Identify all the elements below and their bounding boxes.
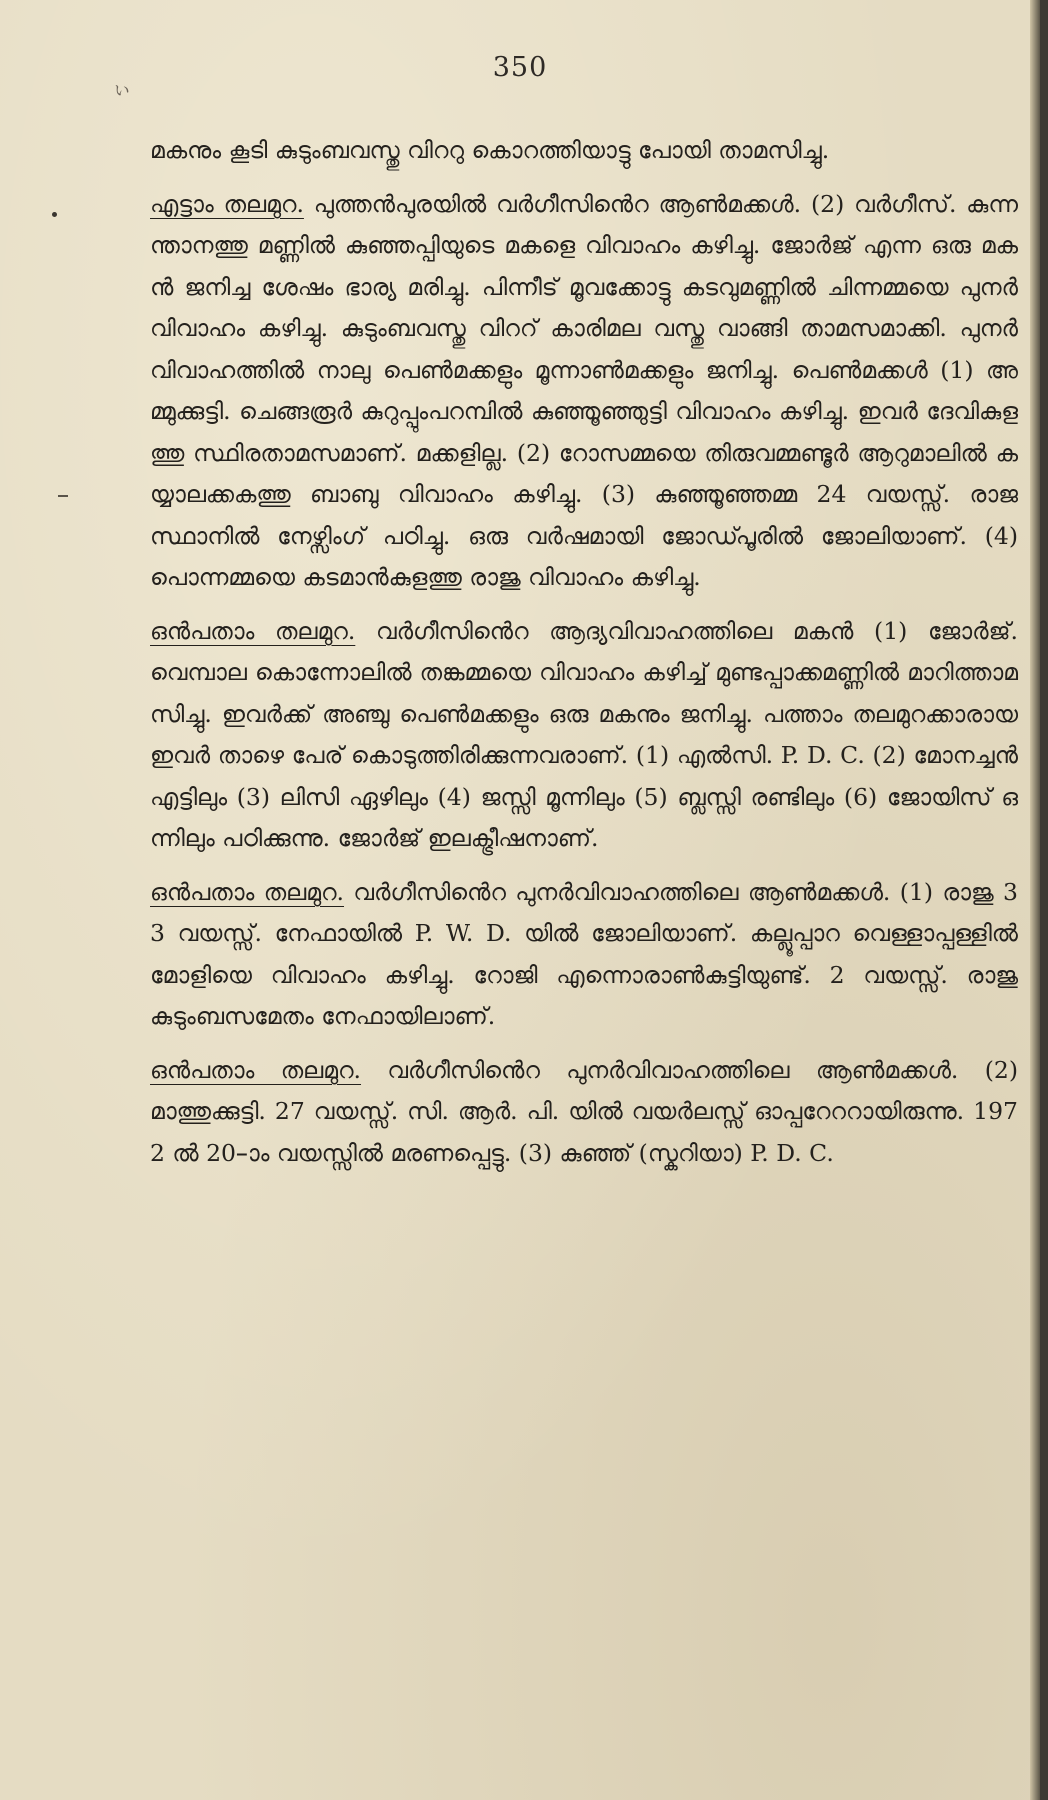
paragraph-5-body: വർഗീസിൻെറ പുനർവിവാഹത്തിലെ ആൺമക്കൾ. (2) മാത്തുക്കുട്ടി. 27 വയസ്സ്. സി. ആർ. പി. യിൽ വയർലസ്സ് ഓപ്പറേററായിരുന്നു. 1972 ൽ 20–ാം വയസ്സിൽ മരണപ്പെട്ടു. (3) കുഞ്ഞ് (സ്കറിയാ) P. D. C.	[150, 1055, 1018, 1167]
paragraph-3	[150, 611, 1018, 860]
paragraph-1	[150, 130, 1018, 172]
paragraph-5	[150, 1050, 1018, 1175]
page-number: 350	[492, 52, 548, 83]
corner-mark: ぃ	[112, 76, 132, 100]
paragraph-3-heading: ഒൻപതാം തലമുറ.	[150, 616, 356, 645]
margin-dash	[58, 495, 68, 497]
paragraph-4-heading: ഒൻപതാം തലമുറ.	[150, 877, 345, 906]
paragraph-2-body: പുത്തൻപുരയിൽ വർഗീസിൻെറ ആൺമക്കൾ. (2) വർഗീസ്. കുന്നന്താനത്തു മണ്ണിൽ കുഞ്ഞപ്പിയുടെ മകളെ വിവാഹം കഴിച്ചു. ജോർജ് എന്ന ഒരു മകൻ ജനിച്ച ശേഷം ഭാര്യ മരിച്ചു. പിന്നീട് മൂവക്കോട്ടു കടവുമണ്ണിൽ ചിന്നമ്മയെ പുനർവിവാഹം കഴിച്ചു. കുടുംബവസ്തു വിററ് കാരിമല വസ്തു വാങ്ങി താമസമാക്കി. പുനർവിവാഹത്തിൽ നാലു പെൺമക്കളും മൂന്നാൺമക്കളും ജനിച്ചു. പെൺമക്കൾ (1) അമ്മുക്കുട്ടി. ചെങ്ങരൂർ കുറുപ്പുംപറമ്പിൽ കുഞ്ഞൂഞ്ഞുട്ടി വിവാഹം കഴിച്ചു. ഇവർ ദേവികുളത്തു സ്ഥിരതാമസമാണ്. മക്കളില്ല. (2) റോസമ്മയെ തിരുവമ്മണ്ടൂർ ആറുമാലിൽ കയ്യാലക്കകത്തു ബാബു വിവാഹം കഴിച്ചു. (3) കുഞ്ഞൂഞ്ഞമ്മ 24 വയസ്സ്. രാജസ്ഥാനിൽ നേഴ്സിംഗ് പഠിച്ചു. ഒരു വർഷമായി ജോഡ്പൂരിൽ ജോലിയാണ്. (4) പൊന്നമ്മയെ കടമാൻകുളത്തു രാജു വിവാഹം കഴിച്ചു.	[150, 189, 1018, 591]
paragraph-4	[150, 872, 1018, 1038]
paragraph-1-body: മകനും കൂടി കുടുംബവസ്തു വിററു കൊറത്തിയാട്ടു പോയി താമസിച്ചു.	[150, 136, 830, 164]
paragraph-3-body: വർഗീസിൻെറ ആദ്യവിവാഹത്തിലെ മകൻ (1) ജോർജ്. വെമ്പാല കൊന്നോലിൽ തങ്കമ്മയെ വിവാഹം കഴിച്ച് മുണ്ടപ്പാക്കമണ്ണിൽ മാറിത്താമസിച്ചു. ഇവർക്ക് അഞ്ചു പെൺമക്കളും ഒരു മകനും ജനിച്ചു. പത്താം തലമുറക്കാരായ ഇവർ താഴെ പേര് കൊടുത്തിരിക്കുന്നവരാണ്. (1) എൽസി. P. D. C. (2) മോനച്ചൻ എട്ടിലും (3) ലിസി ഏഴിലും (4) ജസ്സി മൂന്നിലും (5) ബ്ലസ്സി രണ്ടിലും (6) ജോയിസ് ഒന്നിലും പഠിക്കുന്നു. ജോർജ് ഇലക്ട്രീഷനാണ്.	[150, 616, 1018, 852]
paragraph-2-heading: എട്ടാം തലമുറ.	[150, 189, 304, 218]
paragraph-2	[150, 184, 1018, 599]
page-body	[150, 130, 1018, 1186]
page-edge-shadow	[1030, 0, 1040, 1800]
paragraph-5-heading: ഒൻപതാം തലമുറ.	[150, 1055, 362, 1084]
margin-dot	[52, 212, 57, 217]
paragraph-4-body: വർഗീസിൻെറ പുനർവിവാഹത്തിലെ ആൺമക്കൾ. (1) രാജു 33 വയസ്സ്. നേഫായിൽ P. W. D. യിൽ ജോലിയാണ്. കല്ലൂപ്പാറ വെള്ളാപ്പള്ളിൽ മോളിയെ വിവാഹം കഴിച്ചു. റോജി എന്നൊരാൺകുട്ടിയുണ്ട്. 2 വയസ്സ്. രാജു കുടുംബസമേതം നേഫായിലാണ്.	[150, 877, 1018, 1030]
